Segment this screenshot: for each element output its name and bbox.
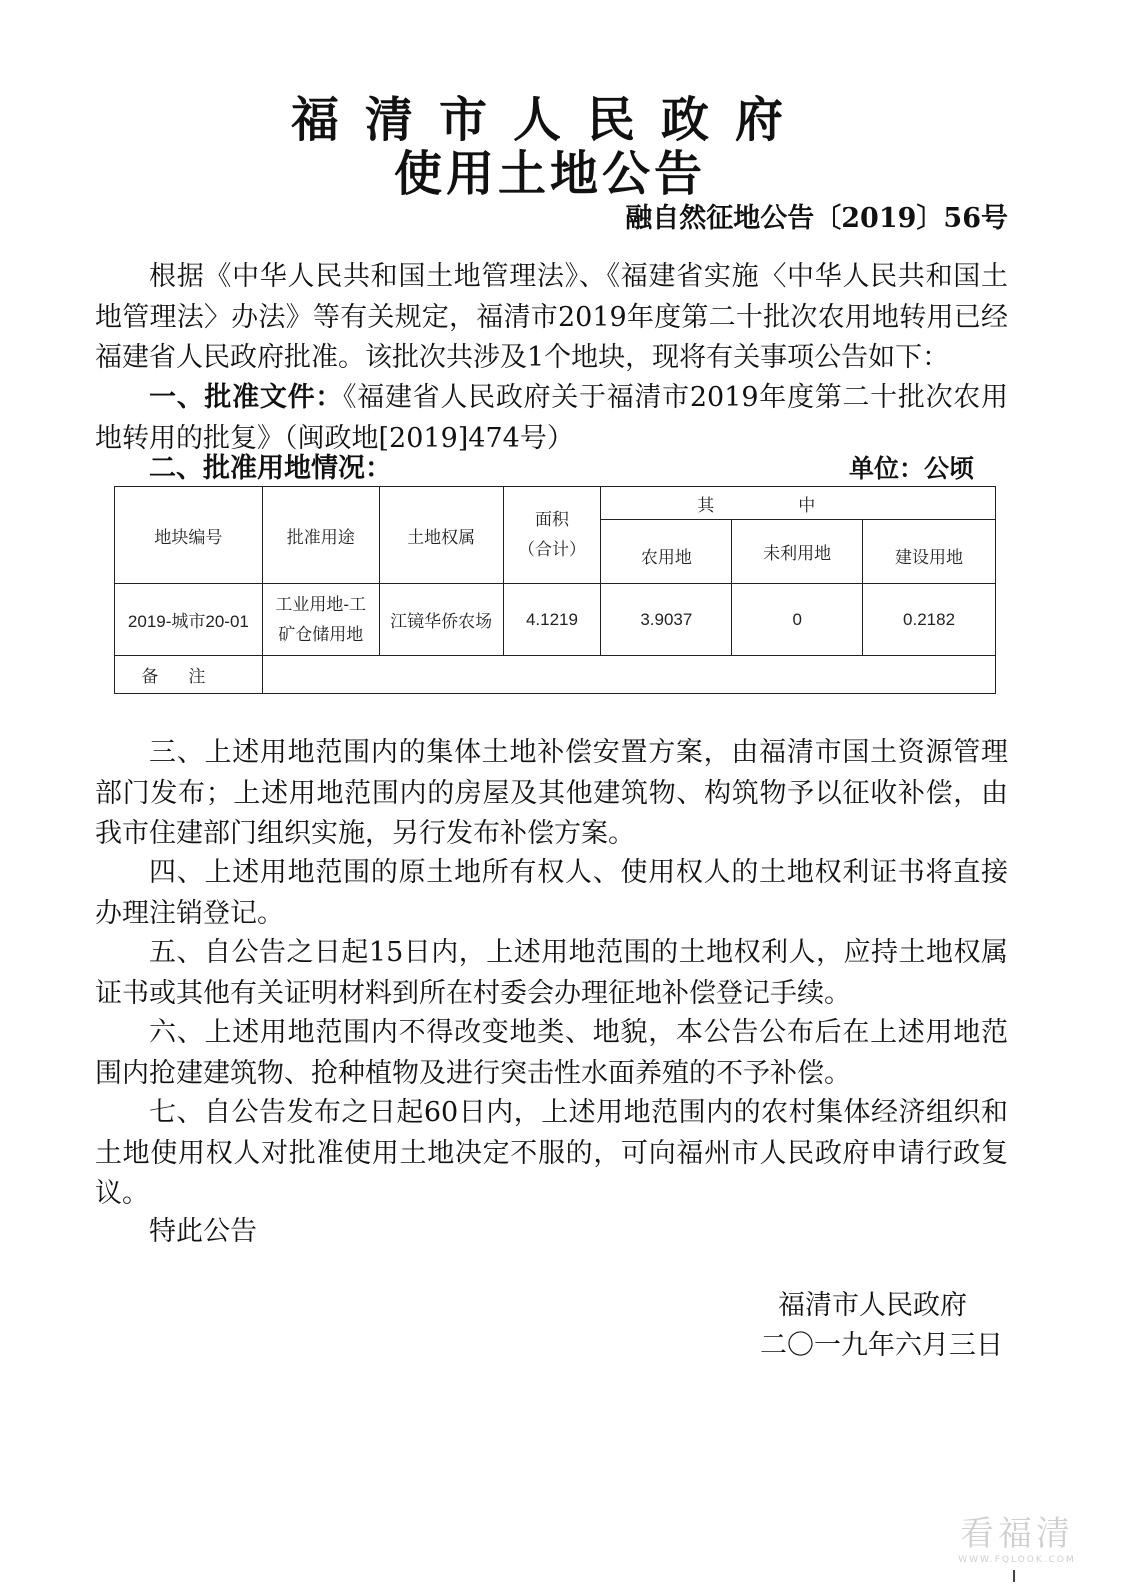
paragraph-3: 三、上述用地范围内的集体土地补偿安置方案，由福清市国土资源管理部门发布；上述用地范围内的房屋及其他建筑物、构筑物予以征收补偿，由我市住建部门组织实施，另行发布补偿方案。 [95, 737, 1008, 849]
watermark-logo [952, 1514, 1082, 1566]
header-of-which: 其中 [601, 487, 996, 520]
cell-farmland: 3.9037 [601, 584, 732, 656]
document-number: 融自然征地公告〔2019〕56号 [625, 203, 1008, 234]
note-label: 备注 [115, 656, 263, 694]
section-2-heading: 二、批准用地情况： [149, 453, 392, 484]
cell-area: 4.1219 [503, 584, 601, 656]
signature-date: 二〇一九年六月三日 [760, 1330, 1003, 1361]
page-mark [1013, 1570, 1015, 1582]
title-line-2: 使用土地公告 [393, 146, 706, 202]
table-note-row [115, 656, 996, 694]
cell-usage: 工业用地-工矿仓储用地 [262, 584, 379, 656]
paragraph-5: 五、自公告之日起15日内，上述用地范围的土地权利人，应持土地权属证书或其他有关证明材料到所在村委会办理征地补偿登记手续。 [95, 937, 1008, 1009]
section-1-text: 《福建省人民政府关于福清市2019年度第二十批次农用地转用的批复》（闽政地[2019]474号） [95, 382, 1009, 454]
header-parcel-no: 地块编号 [115, 487, 263, 584]
note-value [262, 656, 995, 694]
paragraph-6: 六、上述用地范围内不得改变地类、地貌，本公告公布后在上述用地范围内抢建建筑物、抢种植物及进行突击性水面养殖的不予补偿。 [95, 1017, 1008, 1089]
paragraph-7: 七、自公告发布之日起60日内，上述用地范围内的农村集体经济组织和土地使用权人对批准使用土地决定不服的，可向福州市人民政府申请行政复议。 [95, 1097, 1008, 1209]
closing-text: 特此公告 [149, 1216, 257, 1247]
paragraph-4: 四、上述用地范围的原土地所有权人、使用权人的土地权利证书将直接办理注销登记。 [95, 857, 1008, 929]
section-1 [95, 378, 1008, 459]
table-row [115, 584, 996, 656]
watermark-sub: WWW.FQLOOK.COM [958, 1555, 1076, 1565]
watermark-main: 看福清 [960, 1514, 1074, 1554]
header-area-line2: （合计） [517, 540, 586, 559]
unit-label: 单位：公顷 [849, 454, 975, 483]
cell-unused: 0 [732, 584, 863, 656]
signature-org: 福清市人民政府 [778, 1290, 967, 1321]
header-unused: 未利用地 [732, 520, 863, 584]
header-ownership: 土地权属 [379, 487, 503, 584]
cell-parcel-no: 2019-城市20-01 [115, 584, 263, 656]
header-usage: 批准用途 [262, 487, 379, 584]
land-table [114, 486, 996, 694]
section-1-heading: 一、批准文件： [149, 382, 344, 413]
intro-paragraph: 根据《中华人民共和国土地管理法》、《福建省实施〈中华人民共和国土地管理法〉办法》等有关规定，福清市2019年度第二十批次农用地转用已经福建省人民政府批准。该批次共涉及1个地块，现将有关事项公告如下： [95, 261, 1008, 373]
cell-ownership: 江镜华侨农场 [379, 584, 503, 656]
header-construction: 建设用地 [863, 520, 996, 584]
title-line-1: 福清市人民政府 [290, 92, 809, 148]
cell-construction: 0.2182 [863, 584, 996, 656]
header-farmland: 农用地 [601, 520, 732, 584]
header-area [503, 487, 601, 584]
header-area-line1: 面积 [534, 510, 569, 529]
